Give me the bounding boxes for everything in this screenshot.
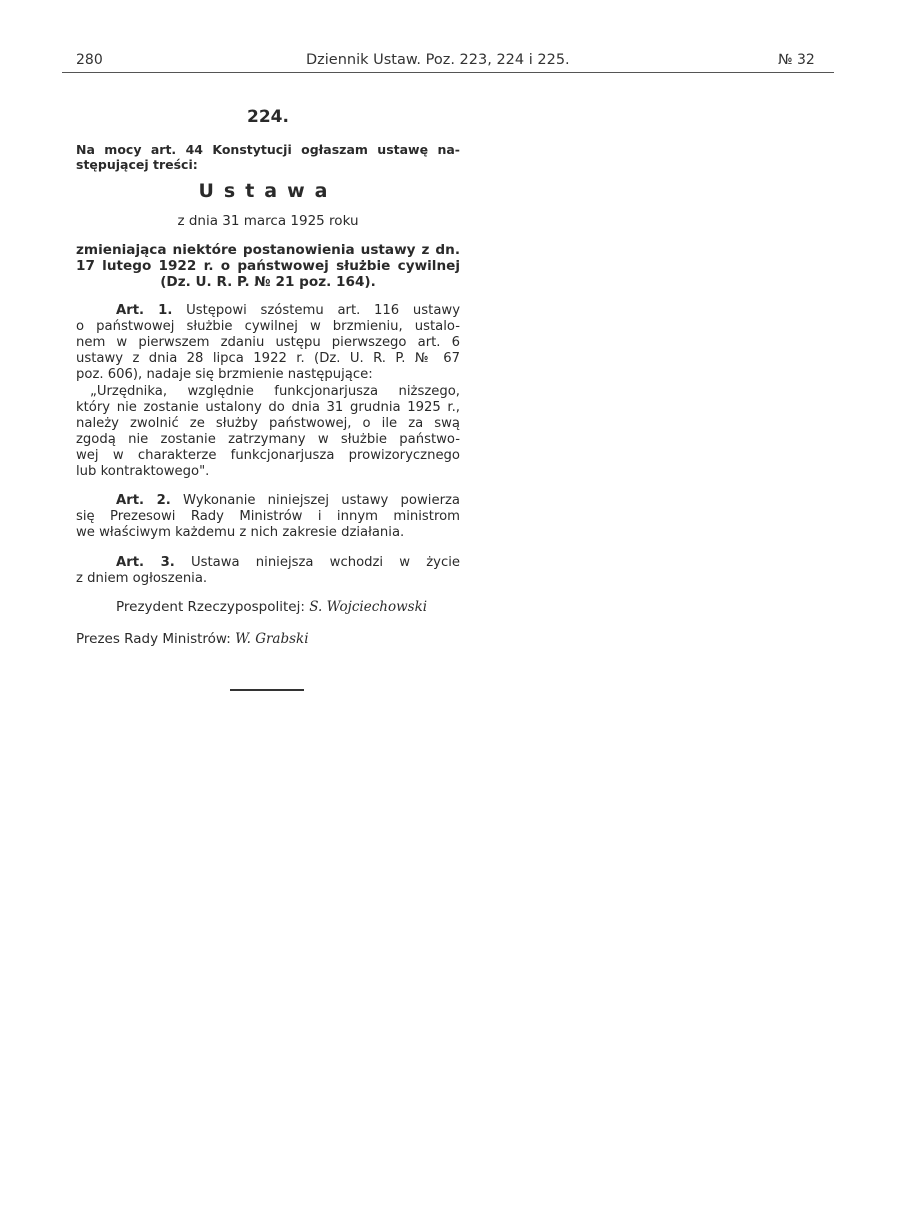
art3-line-1: Ustawa niniejsza wchodzi w życie	[190, 555, 460, 570]
quote-line-5: wej w charakterze funkcjonarjusza prowizorycznego	[76, 448, 460, 463]
art1-label: Art. 1.	[116, 303, 173, 318]
act-date: z dnia 31 marca 1925 roku	[177, 213, 359, 229]
intro-line-1: Na mocy art. 44 Konstytucji ogłaszam ustawę na-	[76, 142, 460, 157]
act-title: Ustawa	[198, 180, 338, 202]
subject-line-1: zmieniająca niektóre postanowienia ustawy z dn.	[76, 242, 460, 258]
art3-label: Art. 3.	[116, 555, 175, 570]
president-label: Prezydent Rzeczypospolitej:	[116, 599, 305, 615]
subject-line-2: 17 lutego 1922 r. o państwowej służbie cywilnej	[76, 258, 460, 274]
quote-line-3: należy zwolnić ze służby państwowej, o ile za swą	[76, 416, 460, 431]
premier-signature	[76, 631, 309, 647]
art1-line-4: ustawy z dnia 28 lipca 1922 r. (Dz. U. R. P. № 67	[76, 351, 460, 366]
intro-line-2: stępującej treści:	[76, 157, 198, 172]
art2-line-2: się Prezesowi Rady Ministrów i innym ministrom	[76, 509, 460, 524]
subject-line-3: (Dz. U. R. P. № 21 poz. 164).	[160, 274, 376, 290]
art1-first-line	[116, 303, 460, 319]
art1-line-2: o państwowej służbie cywilnej w brzmieniu, ustalo-	[76, 319, 460, 334]
end-rule	[230, 689, 304, 691]
header-rule	[62, 72, 834, 73]
art2-first-line	[116, 493, 460, 509]
quote-line-1: „Urzędnika, względnie funkcjonarjusza niższego,	[90, 384, 460, 399]
art2-label: Art. 2.	[116, 493, 171, 508]
quote-line-4: zgodą nie zostanie zatrzymany w służbie państwo-	[76, 432, 460, 447]
journal-title: Dziennik Ustaw. Poz. 223, 224 i 225.	[306, 52, 570, 68]
art1-line-5: poz. 606), nadaje się brzmienie następujące:	[76, 367, 373, 382]
premier-label: Prezes Rady Ministrów:	[76, 631, 231, 647]
art2-line-1: Wykonanie niniejszej ustawy powierza	[183, 493, 460, 508]
art1-line-3: nem w pierwszem zdaniu ustępu pierwszego art. 6	[76, 335, 460, 350]
president-signature	[116, 599, 427, 615]
art1-line-1: Ustępowi szóstemu art. 116 ustawy	[186, 303, 460, 318]
president-name: S. Wojciechowski	[309, 599, 428, 615]
art3-line-2: z dniem ogłoszenia.	[76, 571, 208, 586]
quote-line-2: który nie zostanie ustalony do dnia 31 grudnia 1925 r.,	[76, 400, 460, 415]
art3-first-line	[116, 555, 460, 571]
page-number: 280	[76, 52, 103, 68]
issue-number: № 32	[778, 52, 815, 68]
premier-name: W. Grabski	[235, 631, 309, 647]
position-number: 224.	[247, 107, 289, 127]
quote-line-6: lub kontraktowego".	[76, 464, 210, 479]
art2-line-3: we właściwym każdemu z nich zakresie działania.	[76, 525, 405, 540]
